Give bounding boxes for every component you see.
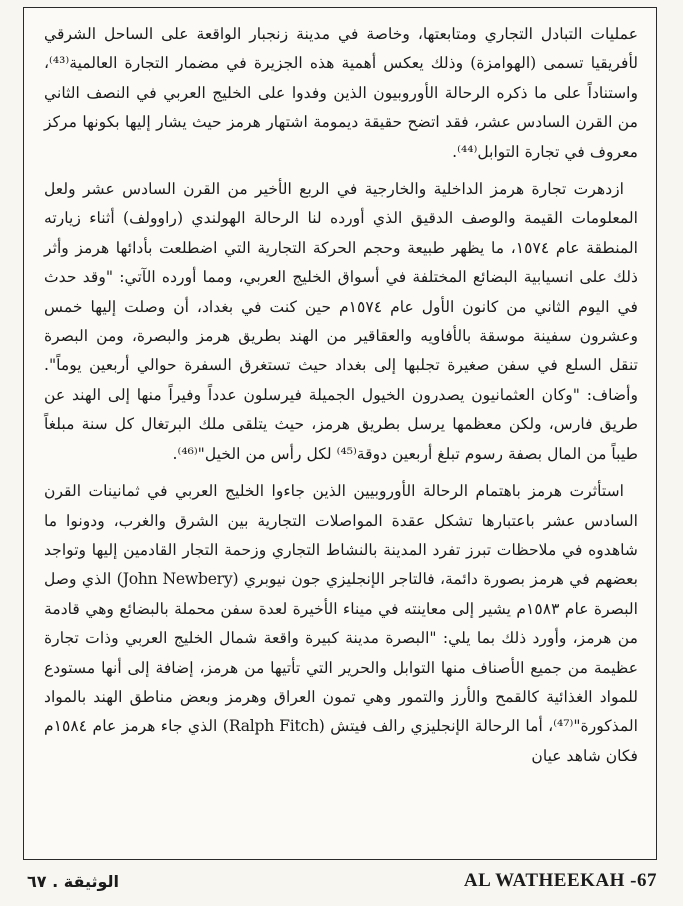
paragraph-3: استأثرت هرمز باهتمام الرحالة الأوروبيين الذين جاءوا الخليج العربي في ثمانينات القرن السادس عشر باعتبارها تشكل عقدة المواصلات التجارية بين الشرق والغرب، ودونوا ما شاهدوه في ملاحظات تبرز تفرد المدينة بالنشاط التجاري وزحمة التجار القادمين إليها وتواجد بعضهم في هرمز بصورة دائمة، فالتاجر الإنجليزي جون نيوبري (John Newbery) الذي وصل البصرة عام ١٥٨٣م يشير إلى معاينته في ميناء الأخيرة لعدة سفن محملة بالبضائع وهي قادمة من هرمز، وأورد ذلك بما يلي: "البصرة مدينة كبيرة واقعة شمال الخليج العربي وذات تجارة عظيمة من جميع الأصناف منها التوابل والحرير التي تأتيها من هرمز، إضافة إلى أنها مستودع للمواد الغذائية كالقمح والأرز والتمور وهي تمون العراق وهرمز وبعض مناطق الهند بالمواد المذكورة"⁽⁴⁷⁾، أما الرحالة الإنجليزي رالف فيتش (Ralph Fitch) الذي جاء هرمز عام ١٥٨٤م فكان شاهد عيان	[44, 482, 639, 765]
article-body	[44, 20, 638, 779]
footer-arabic-page-number: الوثيقة . ٦٧	[27, 872, 120, 891]
paragraph-1: عمليات التبادل التجاري ومتابعتها، وخاصة في مدينة زنجبار الواقعة على الساحل الشرقي لأفريقيا تسمى (الهوامزة) وذلك يعكس أهمية هذه الجزيرة في مضمار التجارة العالمية⁽⁴³⁾، واستناداً على ما ذكره الرحالة الأوروبيون الذين وفدوا على الخليج العربي في النصف الثاني من القرن السادس عشر، فقد اتضح حقيقة ديمومة اشتهار هرمز حيث يشار إليها بكونها مركز معروف في تجارة التوابل⁽⁴⁴⁾.	[44, 25, 638, 161]
page-frame	[23, 7, 657, 860]
page-footer	[23, 868, 657, 898]
footer-english-page-number: AL WATHEEKAH -67	[463, 870, 657, 891]
paragraph-2: ازدهرت تجارة هرمز الداخلية والخارجية في الربع الأخير من القرن السادس عشر ولعل المعلومات القيمة والوصف الدقيق الذي أورده لنا الرحالة الهولندي (راوولف) أثناء زيارته المنطقة عام ١٥٧٤، ما يظهر طبيعة وحجم الحركة التجارية التي اضطلعت بأدائها هرمز وأثر ذلك على انسيابية البضائع المختلفة في أسواق الخليج العربي، ومما أورده الآتي: "وقد حدث في اليوم الثاني من كانون الأول عام ١٥٧٤م حين كنت في بغداد، أن وصلت إليها خمس وعشرون سفينة موسقة بالأفاويه والعقاقير من الهند بطريق هرمز والبصرة، ومن البصرة تنقل السلع في سفن صغيرة تجلبها إلى بغداد حيث تستغرق السفرة حوالي أربعين يوماً". وأضاف: "وكان العثمانيون يصدرون الخيول الجميلة فيرسلون عدداً وفيراً منها إلى الهند عن طريق فارس، ولكن معظمها يرسل بطريق هرمز، حيث يتلقى ملك البرتغال كل سنة مبلغاً طيباً من المال بصفة رسوم تبلغ أربعين دوقة⁽⁴⁵⁾ لكل رأس من الخيل"⁽⁴⁶⁾.	[44, 180, 639, 463]
